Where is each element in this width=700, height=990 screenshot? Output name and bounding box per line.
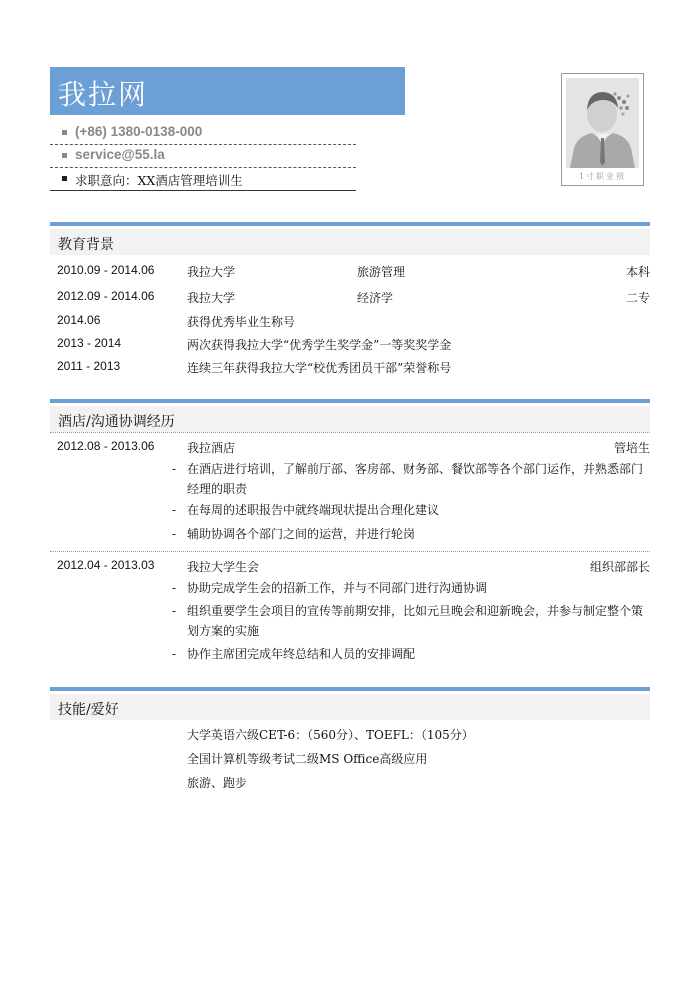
bullet-icon (62, 176, 67, 181)
skill-item: 全国计算机等级考试二级MS Office高级应用 (187, 752, 428, 766)
dash-bullet-icon: - (172, 462, 177, 476)
photo-frame (561, 73, 644, 186)
job-org: 我拉酒店 (187, 441, 236, 455)
phone-text: (+86) 1380-0138-000 (75, 124, 203, 139)
edu-school: 我拉大学 (187, 291, 236, 305)
job-duty: 协助完成学生会的招新工作，并与不同部门进行沟通协调 (187, 581, 488, 595)
edu-major: 经济学 (357, 291, 394, 305)
dotted-divider (50, 432, 650, 433)
job-duty: 组织重要学生会项目的宣传等前期安排，比如元旦晚会和迎新晚会，并参与制定整个策划方案的实施 (187, 604, 644, 638)
education-title: 教育背景 (58, 237, 114, 253)
edu-date: 2010.09 - 2014.06 (57, 263, 155, 277)
job-date: 2012.08 - 2013.06 (57, 439, 155, 453)
skills-title: 技能/爱好 (58, 702, 119, 718)
edu-degree: 二专 (625, 291, 650, 305)
dash-bullet-icon: - (172, 604, 177, 618)
edu-major: 旅游管理 (357, 265, 406, 279)
job-role: 管培生 (613, 441, 650, 455)
person-silhouette-icon (566, 78, 639, 168)
job-duty: 辅助协调各个部门之间的运营，并进行轮岗 (187, 527, 416, 541)
award-text: 两次获得我拉大学“优秀学生奖学金”一等奖奖学金 (187, 338, 452, 352)
list-item (172, 459, 650, 499)
avatar (566, 78, 639, 168)
award-row (50, 357, 650, 377)
skill-item: 大学英语六级CET-6：（560分）、TOEFL：（105分） (187, 728, 474, 742)
job-role: 组织部部长 (589, 560, 650, 574)
experience-header (50, 406, 650, 432)
award-date: 2014.06 (57, 313, 101, 327)
award-date: 2011 - 2013 (57, 359, 121, 373)
bullet-icon (62, 130, 67, 135)
skills-header (50, 694, 650, 720)
section-divider (50, 687, 650, 691)
section-divider (50, 399, 650, 403)
dash-bullet-icon: - (172, 503, 177, 517)
edu-school: 我拉大学 (187, 265, 236, 279)
dash-bullet-icon: - (172, 527, 177, 541)
job-duty: 在酒店进行培训，了解前厅部、客房部、财务部、餐饮部等各个部门运作，并熟悉部门经理的职责 (187, 462, 644, 496)
job-duty: 在每周的述职报告中就终端现状提出合理化建议 (187, 503, 440, 517)
phone-line (50, 121, 356, 145)
email-text: service@55.la (75, 147, 165, 162)
award-text: 获得优秀毕业生称号 (187, 315, 296, 329)
section-divider (50, 222, 650, 226)
job-org: 我拉大学生会 (187, 560, 260, 574)
award-row (50, 311, 650, 331)
dash-bullet-icon: - (172, 581, 177, 595)
award-row (50, 334, 650, 354)
job-duty: 协作主席团完成年终总结和人员的安排调配 (187, 647, 416, 661)
job-date: 2012.04 - 2013.03 (57, 558, 155, 572)
email-line (50, 144, 356, 168)
education-row (50, 287, 650, 307)
name-banner (50, 67, 405, 115)
candidate-name: 我拉网 (58, 79, 149, 110)
bullet-icon (62, 153, 67, 158)
education-row (50, 261, 650, 281)
list-item (172, 601, 650, 641)
education-header (50, 229, 650, 255)
dotted-divider (50, 551, 650, 552)
dash-bullet-icon: - (172, 647, 177, 661)
award-text: 连续三年获得我拉大学“校优秀团员干部”荣誉称号 (187, 361, 452, 375)
edu-degree: 本科 (625, 265, 650, 279)
job-row (50, 437, 650, 457)
experience-title: 酒店/沟通协调经历 (58, 414, 175, 430)
edu-date: 2012.09 - 2014.06 (57, 289, 155, 303)
objective-line (50, 167, 356, 191)
award-date: 2013 - 2014 (57, 336, 122, 350)
skill-item: 旅游、跑步 (187, 776, 248, 790)
job-row (50, 556, 650, 576)
photo-caption: 1寸职业照 (578, 172, 627, 181)
objective-text: 求职意向：XX酒店管理培训生 (75, 173, 243, 188)
